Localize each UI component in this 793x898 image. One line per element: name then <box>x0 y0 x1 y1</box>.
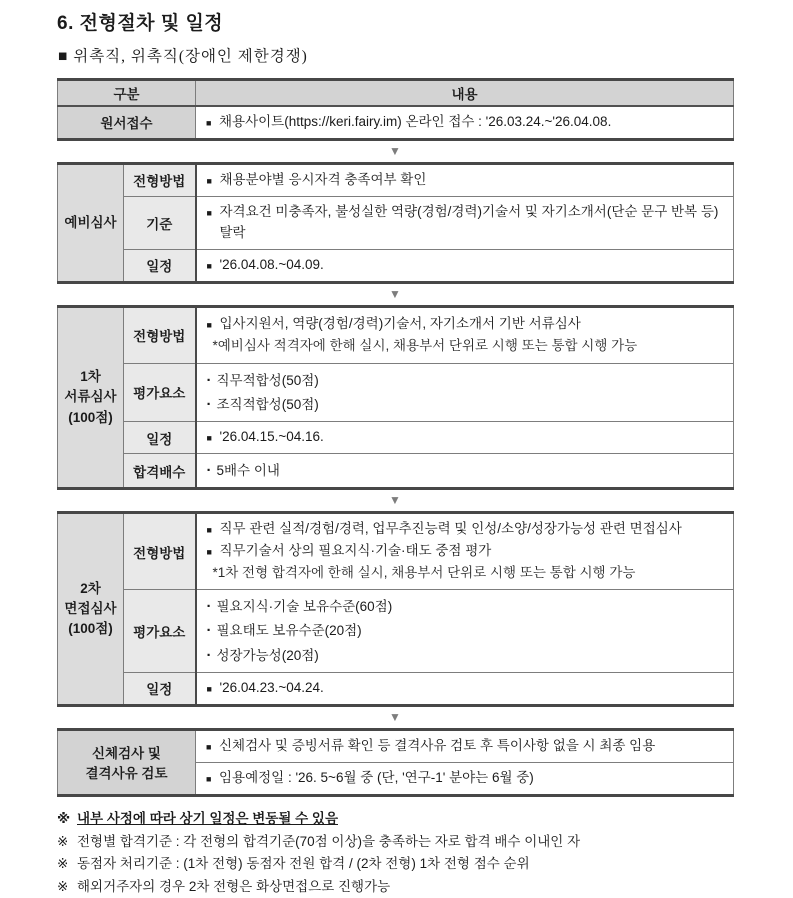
row-label-schedule: 일정 <box>124 422 196 454</box>
cell-text: '26.04.08.~04.09. <box>219 256 324 272</box>
reference-mark-icon: ※ <box>57 833 69 849</box>
down-arrow-icon: ▼ <box>389 143 401 158</box>
table-cell-line <box>206 112 723 133</box>
square-bullet-icon: ■ <box>206 118 212 128</box>
table-cell-line <box>207 644 724 667</box>
cell-text: 자격요건 미충족자, 불성실한 역량(경험/경력)기술서 및 자기소개서(단순 문구 반복 등) 탈락 <box>219 203 719 240</box>
square-bullet-icon: ■ <box>206 683 212 694</box>
note-text: 내부 사정에 따라 상기 일정은 변동될 수 있음 <box>77 810 338 826</box>
note-line <box>57 854 733 875</box>
table-cell-line <box>207 202 724 244</box>
down-arrow-icon: ▼ <box>389 493 401 508</box>
table-cell-line <box>206 768 723 789</box>
cell-text: 임용예정일 : '26. 5~6월 중 (단, '연구-1' 분야는 6월 중) <box>219 769 534 785</box>
row-label-method: 전형방법 <box>124 513 196 590</box>
table-cell-line <box>207 314 724 335</box>
final-check-table <box>57 728 734 797</box>
row-label-schedule: 일정 <box>124 249 196 282</box>
stage-label-line: 서류심사 <box>64 389 117 405</box>
table-cell-line <box>207 541 724 562</box>
square-bullet-icon: ■ <box>206 175 212 186</box>
second-round-table <box>57 511 734 706</box>
reference-mark-icon: ※ <box>57 810 71 826</box>
table-cell-line <box>207 170 724 191</box>
table-cell-line <box>207 255 724 276</box>
dot-bullet-icon: · <box>206 598 212 616</box>
cell-text: 채용사이트(https://keri.fairy.im) 온라인 접수 : '26.03.24.~'26.04.08. <box>219 114 612 129</box>
cell-text: *예비심사 적격자에 한해 실시, 채용부서 단위로 시행 또는 통합 시행 가능 <box>212 337 638 353</box>
table-cell-line <box>207 427 724 448</box>
down-arrow-icon: ▼ <box>389 286 401 301</box>
dot-bullet-icon: · <box>206 462 212 480</box>
stage-label-second-round <box>58 513 124 705</box>
cell-text: 입사지원서, 역량(경험/경력)기술서, 자기소개서 기반 서류심사 <box>219 315 581 331</box>
square-bullet-icon: ■ <box>206 741 212 752</box>
row-label-criteria: 기준 <box>124 196 196 249</box>
table-cell-line <box>206 736 723 757</box>
column-header-gubun: 구분 <box>58 80 196 107</box>
cell-text: 5배수 이내 <box>216 463 280 479</box>
cell-text: 직무 관련 실적/경험/경력, 업무추진능력 및 인성/소양/성장가능성 관련 면접심사 <box>219 521 682 537</box>
stage-label-line: 2차 <box>80 580 101 596</box>
dot-bullet-icon: · <box>206 395 212 413</box>
table-cell-subnote <box>207 563 724 584</box>
stage-label-final-check <box>58 729 196 795</box>
table-cell-line <box>207 519 724 540</box>
square-bullet-icon: ■ <box>206 207 212 218</box>
section-subtitle: ■ 위촉직, 위촉직(장애인 제한경쟁) <box>58 48 308 65</box>
row-label-evaluation: 평가요소 <box>124 363 196 422</box>
square-bullet-icon: ■ <box>206 260 212 271</box>
down-arrow-icon: ▼ <box>389 709 401 724</box>
square-bullet-icon: ■ <box>206 319 212 330</box>
square-bullet-icon: ■ <box>206 525 212 536</box>
note-line <box>57 809 733 830</box>
square-bullet-icon: ■ <box>206 547 212 558</box>
table-cell-line <box>207 459 724 482</box>
cell-text: 필요지식·기술 보유수준(60점) <box>216 599 393 615</box>
note-line <box>57 877 733 898</box>
row-label-pass-multiple: 합격배수 <box>124 454 196 489</box>
dot-bullet-icon: · <box>206 646 212 664</box>
application-table <box>57 78 734 141</box>
cell-text: 신체검사 및 증빙서류 확인 등 결격사유 검토 후 특이사항 없을 시 최종 임용 <box>219 737 656 753</box>
cell-text: 필요태도 보유수준(20점) <box>216 623 362 639</box>
square-bullet-icon: ■ <box>206 773 212 784</box>
stage-label-line: 신체검사 및 <box>92 746 161 762</box>
reference-mark-icon: ※ <box>57 879 69 895</box>
row-label-schedule: 일정 <box>124 672 196 705</box>
row-label-application: 원서접수 <box>58 106 196 139</box>
row-label-method: 전형방법 <box>124 306 196 363</box>
cell-text: '26.04.23.~04.24. <box>219 679 324 695</box>
table-cell-line <box>207 619 724 642</box>
stage-label-line: (100점) <box>68 621 113 637</box>
square-bullet-icon: ■ <box>206 433 212 444</box>
table-cell-line <box>207 393 724 416</box>
table-cell-subnote <box>207 336 724 357</box>
table-cell-line <box>207 678 724 699</box>
row-label-evaluation: 평가요소 <box>124 590 196 673</box>
pre-screening-table <box>57 162 734 284</box>
first-round-table <box>57 305 734 491</box>
cell-text: '26.04.15.~04.16. <box>219 429 324 445</box>
row-label-method: 전형방법 <box>124 163 196 196</box>
cell-text: 채용분야별 응시자격 충족여부 확인 <box>219 171 427 187</box>
stage-label-pre-screening: 예비심사 <box>58 163 124 282</box>
cell-text: 조직적합성(50점) <box>216 396 319 412</box>
note-text: 해외거주자의 경우 2차 전형은 화상면접으로 진행가능 <box>77 879 391 895</box>
page-title: 6. 전형절차 및 일정 <box>57 13 224 34</box>
cell-text: *1차 전형 합격자에 한해 실시, 채용부서 단위로 시행 또는 통합 시행 가능 <box>212 565 636 581</box>
stage-label-line: (100점) <box>68 409 113 425</box>
stage-label-line: 면접심사 <box>64 600 117 616</box>
cell-text: 직무적합성(50점) <box>216 372 319 388</box>
footnotes <box>57 809 733 898</box>
stage-label-first-round <box>58 306 124 489</box>
cell-text: 직무기술서 상의 필요지식·기술·태도 중점 평가 <box>219 543 492 559</box>
table-cell-line <box>207 369 724 392</box>
dot-bullet-icon: · <box>206 622 212 640</box>
stage-label-line: 1차 <box>80 369 101 385</box>
reference-mark-icon: ※ <box>57 856 69 872</box>
cell-text: 성장가능성(20점) <box>216 647 319 663</box>
note-text: 전형별 합격기준 : 각 전형의 합격기준(70점 이상)을 충족하는 자로 합격 배수 이내인 자 <box>77 833 581 849</box>
dot-bullet-icon: · <box>206 371 212 389</box>
note-text: 동점자 처리기준 : (1차 전형) 동점자 전원 합격 / (2차 전형) 1차 전형 점수 순위 <box>77 856 530 872</box>
stage-label-line: 결격사유 검토 <box>85 766 168 782</box>
table-cell-line <box>207 595 724 618</box>
column-header-naeyong: 내용 <box>196 80 734 107</box>
